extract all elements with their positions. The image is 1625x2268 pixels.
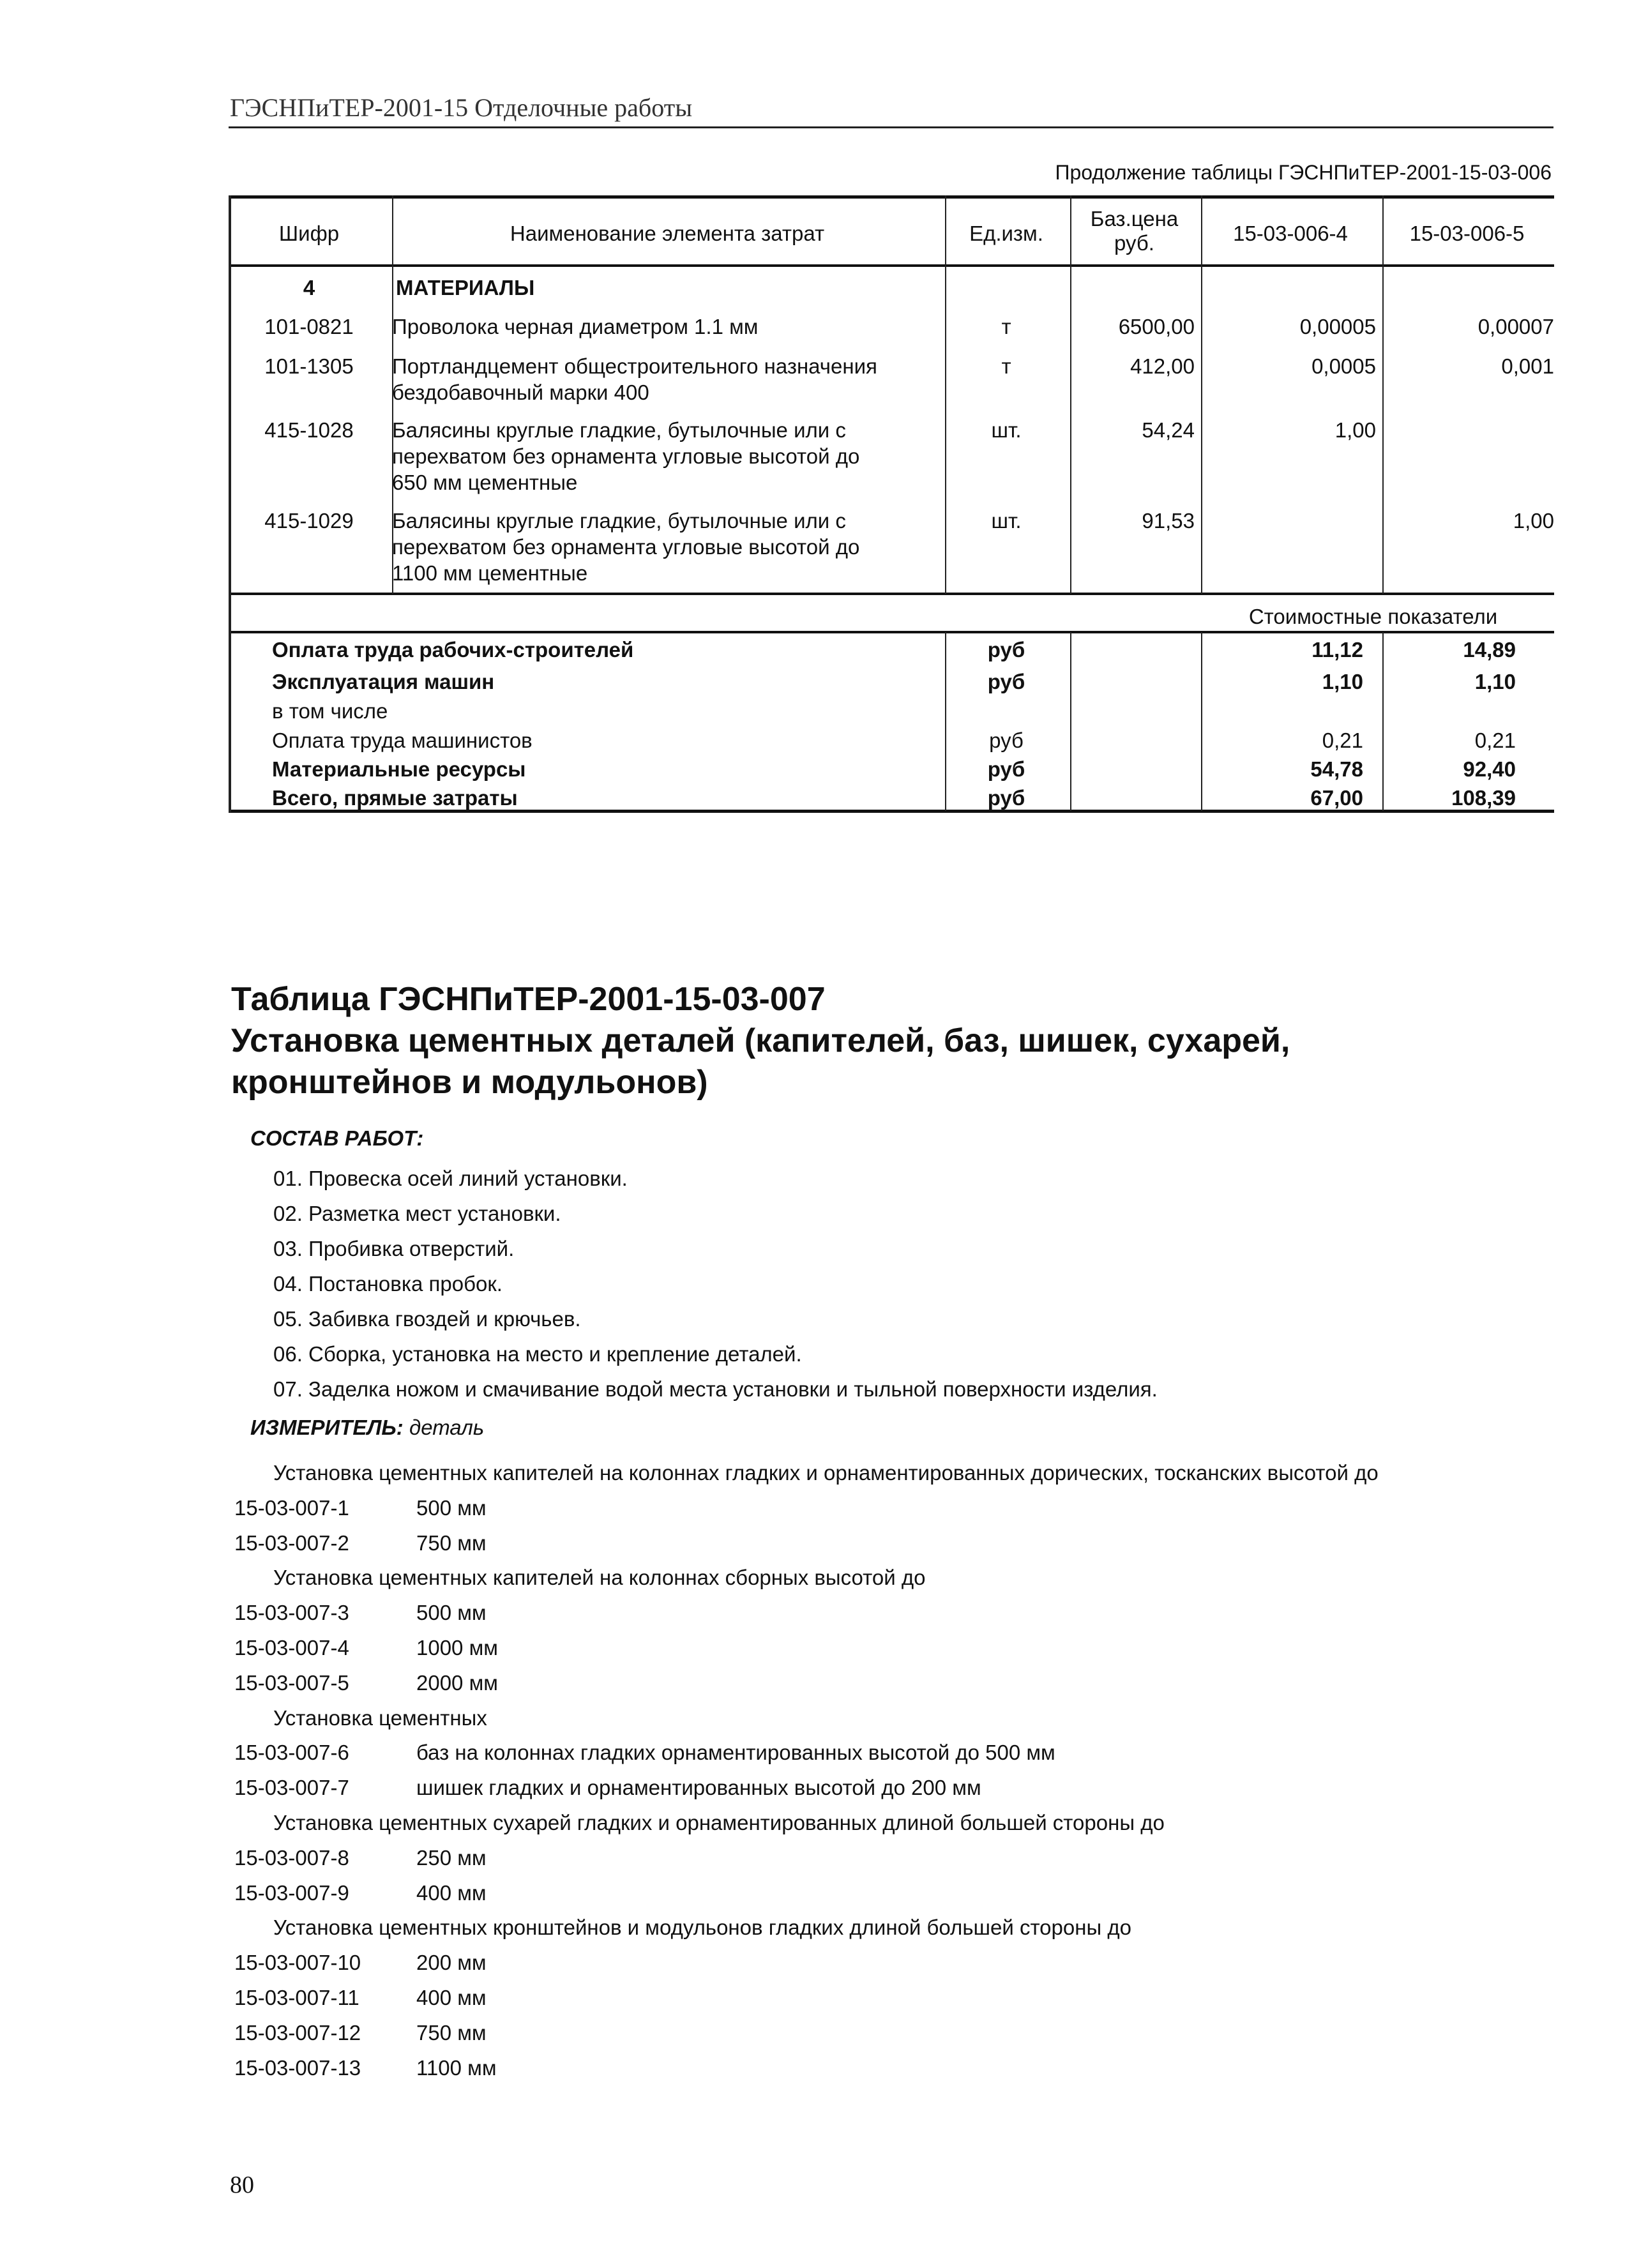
- row-value-5: 0,00007: [1478, 315, 1554, 338]
- column-divider: [1201, 195, 1202, 594]
- row-code: 101-0821: [264, 315, 354, 338]
- work-item: 01. Провеска осей линий установки.: [273, 1167, 628, 1190]
- meter-label: ИЗМЕРИТЕЛЬ:: [250, 1416, 404, 1439]
- cost-name: Оплата труда рабочих-строителей: [272, 638, 634, 662]
- running-header: ГЭСНПиТЕР-2001-15 Отделочные работы: [230, 93, 693, 122]
- row-name-line: 650 мм цементные: [392, 471, 578, 494]
- column-divider: [1070, 632, 1071, 811]
- cost-value-5: 108,39: [1451, 786, 1516, 810]
- header-rule: [229, 126, 1553, 128]
- column-divider: [1201, 632, 1202, 811]
- norm-description: 1000 мм: [416, 1636, 498, 1659]
- norm-description: шишек гладких и орнаментированных высотой до 200 мм: [416, 1776, 981, 1800]
- row-value-4: 0,00005: [1299, 315, 1376, 338]
- section-heading-line1: Установка цементных деталей (капителей, баз, шишек, сухарей,: [231, 1022, 1290, 1059]
- norm-group-intro: Установка цементных капителей на колоннах гладких и орнаментированных дорических, тосканских высотой до: [273, 1461, 1379, 1485]
- norm-description: 750 мм: [416, 2020, 487, 2045]
- work-item: 02. Разметка мест установки.: [273, 1202, 561, 1225]
- table-border-left: [229, 195, 231, 812]
- norm-code: 15-03-007-12: [234, 2020, 361, 2045]
- norm-code: 15-03-007-6: [234, 1741, 349, 1765]
- table-rule: [229, 593, 1554, 595]
- header-col-5: 15-03-006-5: [1409, 222, 1525, 245]
- table-rule: [229, 264, 1554, 267]
- cost-name: Всего, прямые затраты: [272, 786, 518, 810]
- norm-description: баз на колоннах гладких орнаментированных высотой до 500 мм: [416, 1741, 1055, 1765]
- row-name-line: 1100 мм цементные: [392, 561, 588, 585]
- cost-name: Материальные ресурсы: [272, 757, 526, 781]
- row-code: 101-1305: [264, 354, 354, 378]
- cost-unit: руб: [987, 638, 1025, 662]
- row-unit: шт.: [991, 509, 1022, 533]
- norm-description: 400 мм: [416, 1986, 487, 2009]
- norm-code: 15-03-007-4: [234, 1636, 349, 1659]
- cost-value-4: 54,78: [1310, 757, 1363, 781]
- norm-code: 15-03-007-9: [234, 1880, 349, 1905]
- row-name-line: Балясины круглые гладкие, бутылочные или с: [392, 509, 846, 533]
- column-divider: [945, 632, 946, 811]
- row-name-line: Портландцемент общестроительного назначения: [392, 354, 877, 378]
- cost-value-5: 1,10: [1474, 670, 1516, 693]
- cost-value-4: 67,00: [1310, 786, 1363, 810]
- row-price: 91,53: [1142, 509, 1195, 533]
- norm-code: 15-03-007-7: [234, 1776, 349, 1800]
- norm-group-intro: Установка цементных сухарей гладких и орнаментированных длиной большей стороны до: [273, 1811, 1165, 1834]
- header-code: Шифр: [278, 222, 340, 245]
- cost-value-5: 92,40: [1463, 757, 1516, 781]
- work-item: 03. Пробивка отверстий.: [273, 1237, 515, 1260]
- norm-code: 15-03-007-10: [234, 1951, 361, 1975]
- column-divider: [1070, 195, 1071, 594]
- norm-code: 15-03-007-2: [234, 1531, 349, 1555]
- cost-name: Оплата труда машинистов: [272, 729, 533, 752]
- table-continuation-label: Продолжение таблицы ГЭСНПиТЕР-2001-15-03-006: [1055, 161, 1552, 184]
- table-title: Таблица ГЭСНПиТЕР-2001-15-03-007: [231, 981, 826, 1018]
- row-value-4: 0,0005: [1311, 354, 1376, 378]
- row-name-line: перехватом без орнамента угловые высотой до: [392, 535, 860, 559]
- norm-code: 15-03-007-13: [234, 2055, 361, 2080]
- cost-value-4: 0,21: [1322, 729, 1363, 752]
- section-heading-line2: кронштейнов и модульонов): [231, 1064, 708, 1101]
- norm-description: 1100 мм: [416, 2055, 497, 2080]
- norm-description: 500 мм: [416, 1495, 487, 1520]
- work-item: 04. Постановка пробок.: [273, 1272, 503, 1296]
- row-value-4: 1,00: [1334, 418, 1376, 442]
- cost-name: в том числе: [272, 699, 388, 723]
- column-divider: [1382, 195, 1384, 594]
- row-code: 415-1028: [264, 418, 354, 442]
- norm-description: 250 мм: [416, 1845, 487, 1870]
- cost-value-4: 11,12: [1311, 638, 1363, 662]
- header-price: Баз.цена: [1090, 207, 1179, 231]
- row-unit: т: [1001, 315, 1011, 338]
- column-divider: [1382, 632, 1384, 811]
- row-name-line: бездобавочный марки 400: [392, 381, 649, 404]
- cost-unit: руб: [987, 670, 1025, 693]
- section-code: 4: [303, 276, 315, 299]
- norm-code: 15-03-007-5: [234, 1670, 349, 1695]
- row-price: 6500,00: [1118, 315, 1195, 338]
- meter-value: деталь: [409, 1416, 485, 1439]
- column-divider: [945, 195, 946, 594]
- work-item: 07. Заделка ножом и смачивание водой места установки и тыльной поверхности изделия.: [273, 1377, 1158, 1401]
- row-name-line: Проволока черная диаметром 1.1 мм: [392, 315, 759, 338]
- norm-group-intro: Установка цементных: [273, 1705, 487, 1730]
- norm-group-intro: Установка цементных кронштейнов и модульонов гладких длиной большей стороны до: [273, 1916, 1131, 1940]
- work-item: 06. Сборка, установка на место и крепление деталей.: [273, 1342, 802, 1366]
- cost-unit: руб: [987, 786, 1025, 810]
- meter-line: [250, 1416, 484, 1440]
- cost-name: Эксплуатация машин: [272, 670, 495, 693]
- cost-value-5: 0,21: [1474, 729, 1516, 752]
- row-price: 54,24: [1142, 418, 1195, 442]
- cost-value-5: 14,89: [1463, 638, 1516, 662]
- row-unit: шт.: [991, 418, 1022, 442]
- cost-value-4: 1,10: [1322, 670, 1363, 693]
- row-value-5: 1,00: [1513, 509, 1554, 533]
- cost-unit: руб: [989, 729, 1024, 752]
- page-number: 80: [230, 2172, 254, 2198]
- work-composition-label: СОСТАВ РАБОТ:: [250, 1126, 424, 1150]
- cost-unit: руб: [987, 757, 1025, 781]
- norm-code: 15-03-007-3: [234, 1601, 349, 1625]
- table-rule: [229, 631, 1554, 633]
- norm-code: 15-03-007-8: [234, 1845, 349, 1870]
- header-price-unit: руб.: [1114, 231, 1154, 255]
- row-price: 412,00: [1130, 354, 1195, 378]
- row-value-5: 0,001: [1501, 354, 1554, 378]
- norm-code: 15-03-007-1: [234, 1495, 349, 1520]
- norm-code: 15-03-007-11: [234, 1986, 359, 2009]
- norm-group-intro: Установка цементных капителей на колоннах сборных высотой до: [273, 1566, 926, 1590]
- norm-description: 200 мм: [416, 1951, 487, 1975]
- norm-description: 750 мм: [416, 1531, 487, 1555]
- norm-description: 400 мм: [416, 1880, 487, 1905]
- header-unit: Ед.изм.: [969, 222, 1043, 245]
- work-item: 05. Забивка гвоздей и крючьев.: [273, 1307, 581, 1331]
- cost-heading: Стоимостные показатели: [1248, 605, 1498, 628]
- table-rule: [229, 195, 1554, 199]
- header-col-4: 15-03-006-4: [1233, 222, 1348, 245]
- section-name: МАТЕРИАЛЫ: [396, 276, 535, 299]
- row-code: 415-1029: [264, 509, 354, 533]
- norm-description: 500 мм: [416, 1601, 487, 1625]
- row-name-line: перехватом без орнамента угловые высотой до: [392, 444, 860, 468]
- row-unit: т: [1001, 354, 1011, 378]
- header-name: Наименование элемента затрат: [510, 222, 825, 245]
- row-name-line: Балясины круглые гладкие, бутылочные или с: [392, 418, 846, 442]
- norm-description: 2000 мм: [416, 1670, 498, 1695]
